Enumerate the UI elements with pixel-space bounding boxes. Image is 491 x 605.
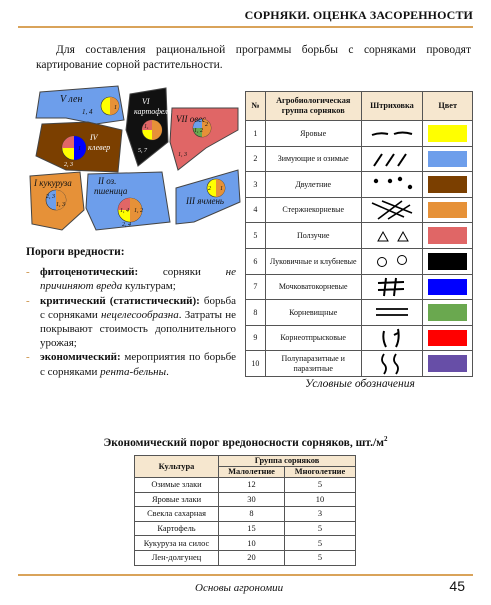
- thresholds-section: [26, 245, 236, 379]
- threshold-item: - критический (статистический): борьба с сорняками нецелесообразна. Затраты не покрывают стоимость дополнительного урожая;: [26, 294, 236, 350]
- field-vi-numbers-2: 5, 7: [138, 148, 147, 154]
- table-row: Лен-долгунец 20 5: [135, 550, 356, 565]
- roots-icon: [370, 327, 414, 349]
- thresholds-title: Пороги вредности:: [26, 246, 125, 258]
- field-vi-circle: [142, 120, 162, 140]
- field-ii-label-2: пшеница: [94, 186, 128, 196]
- field-vii-numbers-2: 1, 2: [194, 128, 203, 134]
- field-i-label: I кукуруза: [34, 178, 72, 188]
- field-iv-numbers-2: 1: [78, 146, 81, 152]
- field-i-numbers: 2, 3: [46, 194, 55, 200]
- col-header-hatching: Штриховка: [361, 92, 423, 121]
- table-row: 1 Яровые: [246, 121, 473, 147]
- squiggles-icon: [370, 352, 414, 376]
- color-swatch: [428, 125, 467, 142]
- dots-icon: [370, 175, 414, 193]
- header-rule: [18, 26, 473, 28]
- field-ii-numbers-3: 2, 4: [122, 222, 131, 228]
- crosshatch-icon: [368, 199, 416, 221]
- table-row: 8 Корневищные: [246, 300, 473, 326]
- econ-threshold-table: [134, 455, 356, 566]
- field-v-numbers-2: 1: [114, 105, 117, 111]
- color-swatch: [428, 202, 467, 219]
- circles-icon: [370, 253, 414, 269]
- table-row: Яровые злаки 30 10: [135, 492, 356, 507]
- table-row: Свекла сахарная 8 3: [135, 507, 356, 522]
- col-header-number: №: [246, 92, 266, 121]
- page-number: 45: [449, 578, 465, 594]
- triangles-icon: [370, 229, 414, 243]
- field-vi-label: VI: [142, 97, 150, 106]
- color-swatch: [428, 227, 467, 244]
- color-swatch: [428, 304, 467, 321]
- field-iii-numbers-2: 1: [220, 186, 223, 192]
- threshold-item: - фитоценотический: сорняки не причиняют вреда культурам;: [26, 266, 236, 293]
- color-swatch: [428, 330, 467, 347]
- field-i-numbers-2: 1, 3: [56, 202, 65, 208]
- col-header-color: Цвет: [423, 92, 473, 121]
- field-v-label: V лен: [60, 94, 83, 105]
- table-row: 4 Стержнекорневые: [246, 197, 473, 223]
- footer-rule: [18, 574, 473, 576]
- page-header-title: СОРНЯКИ. ОЦЕНКА ЗАСОРЕННОСТИ: [244, 8, 473, 22]
- field-vii-label: VII овес: [176, 114, 207, 124]
- table-row: 2 Зимующие и озимые: [246, 146, 473, 172]
- field-vi-numbers: 1,: [144, 124, 149, 130]
- field-ii-numbers: 1, 4: [120, 208, 129, 214]
- table-row: 7 Мочковатокорневые: [246, 274, 473, 300]
- intro-paragraph: Для составления рациональной программы борьбы с сорняками проводят картирование сорной растительности.: [36, 44, 471, 71]
- table-row: 3 Двулетние: [246, 172, 473, 198]
- table-row: Озимые злаки 12 5: [135, 478, 356, 493]
- table-row: 10 Полупаразитные и паразитные: [246, 351, 473, 377]
- field-iii-label: III ячмень: [186, 196, 225, 206]
- field-vii-numbers-3: 1, 3: [178, 152, 187, 158]
- col-header-group: Агробиологическая группа сорняков: [265, 92, 361, 121]
- slashes-icon: [370, 150, 414, 168]
- field-iv-label: IV: [90, 133, 98, 142]
- field-vii-numbers: 2: [205, 122, 208, 128]
- table-row: Картофель 15 5: [135, 521, 356, 536]
- econ-table-title: Экономический порог вредоносности сорняков, $шт./м^2$: [103, 435, 388, 449]
- footer-book-title: Основы агрономии: [195, 582, 284, 594]
- field-v-numbers: 1, 4: [82, 108, 93, 116]
- col-header-perennial: Многолетние: [284, 467, 355, 478]
- table-row: 9 Корнеотпрысковые: [246, 325, 473, 351]
- field-vi-label-2: картофель: [134, 107, 172, 116]
- double-lines-icon: [370, 304, 414, 320]
- field-iv-label-2: клевер: [88, 143, 111, 152]
- table-row: Кукуруза на силос 10 5: [135, 536, 356, 551]
- color-swatch: [428, 253, 467, 270]
- table-row: 6 Луковичные и клубневые: [246, 248, 473, 274]
- field-iv-circle: [62, 136, 86, 160]
- col-header-annual: Малолетние: [219, 467, 285, 478]
- field-iv-numbers: 2, 3: [64, 162, 73, 168]
- color-swatch: [428, 176, 467, 193]
- table-row: 5 Ползучие: [246, 223, 473, 249]
- weed-field-map: [26, 84, 242, 232]
- field-ii-label: II оз.: [98, 176, 117, 186]
- dashes-icon: [370, 126, 414, 140]
- col-header-crop: Культура: [135, 456, 219, 478]
- field-iii-numbers: 2: [208, 186, 211, 192]
- hash-icon: [370, 276, 414, 298]
- field-ii-numbers-2: 1, 2: [134, 208, 143, 214]
- color-swatch: [428, 355, 467, 372]
- weed-groups-table: [245, 91, 473, 377]
- color-swatch: [428, 151, 467, 168]
- col-header-weed-group: Группа сорняков: [219, 456, 356, 467]
- threshold-item: - экономический: мероприятия по борьбе с сорняками рента-бельны.: [26, 351, 236, 378]
- color-swatch: [428, 279, 467, 296]
- legend-caption: Условные обозначения: [305, 378, 415, 390]
